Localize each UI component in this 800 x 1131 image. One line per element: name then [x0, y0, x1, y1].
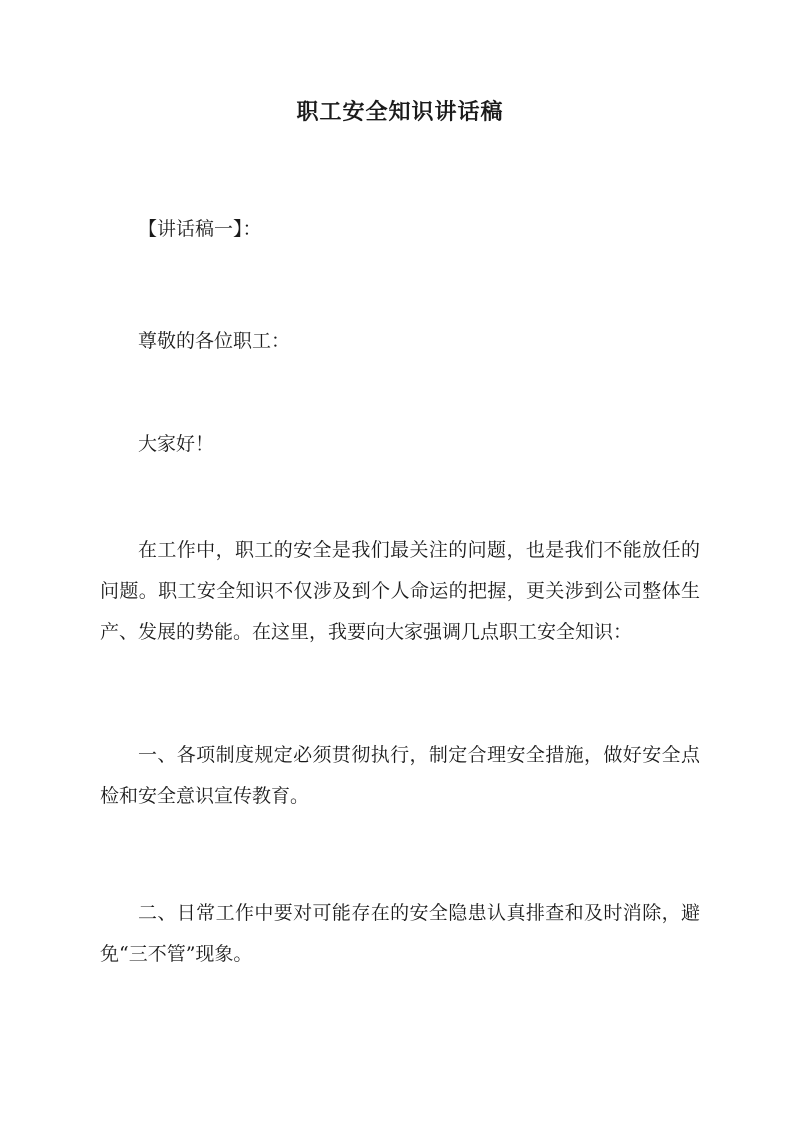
point-one-paragraph: 一、各项制度规定必须贯彻执行，制定合理安全措施，做好安全点检和安全意识宣传教育。 [100, 744, 700, 807]
intro-paragraph: 在工作中，职工的安全是我们最关注的问题，也是我们不能放任的问题。职工安全知识不仅涉及到个人命运的把握，更关涉到公司整体生产、发展的势能。在这里，我要向大家强调几点职工安全知识： [100, 539, 700, 643]
salutation: 尊敬的各位职工： [138, 330, 291, 352]
greeting: 大家好！ [138, 433, 215, 455]
document-title: 职工安全知识讲话稿 [296, 99, 504, 125]
point-two-paragraph: 二、日常工作中要对可能存在的安全隐患认真排查和及时消除，避免“三不管”现象。 [100, 902, 700, 965]
speech-heading: 【讲话稿一】： [138, 218, 262, 240]
